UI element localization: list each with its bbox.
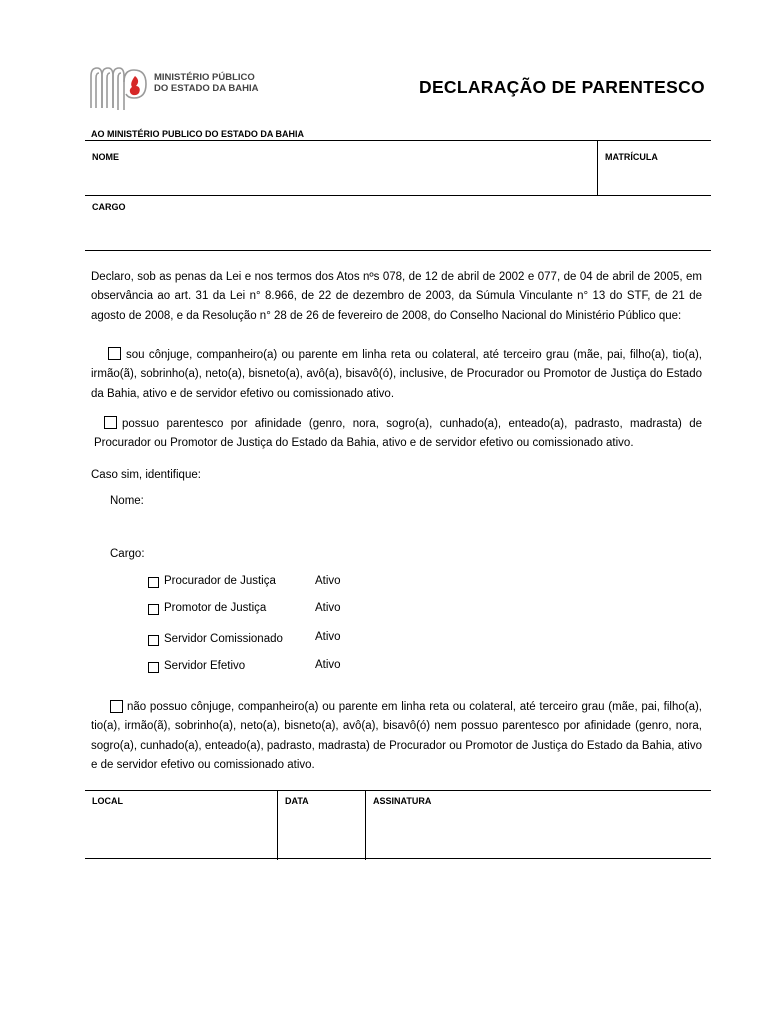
divider [597, 140, 598, 196]
servidor-comissionado-checkbox[interactable] [148, 635, 159, 646]
servidor-efetivo-label: Servidor Efetivo [164, 660, 246, 672]
cargo-label: CARGO [92, 202, 126, 212]
addressee-label: AO MINISTÉRIO PUBLICO DO ESTADO DA BAHIA [91, 129, 305, 139]
procurador-checkbox[interactable] [148, 577, 159, 588]
procurador-status: Ativo [315, 575, 341, 587]
servidor-efetivo-status: Ativo [315, 659, 341, 671]
relative-name-field[interactable] [150, 492, 550, 512]
matricula-label: MATRÍCULA [605, 152, 658, 162]
matricula-field[interactable] [600, 165, 708, 193]
data-field[interactable] [280, 810, 364, 856]
procurador-label: Procurador de Justiça [164, 575, 276, 587]
servidor-efetivo-checkbox[interactable] [148, 662, 159, 673]
local-field[interactable] [87, 810, 275, 856]
caso-sim-label: Caso sim, identifique: [91, 469, 201, 481]
assinatura-field[interactable] [368, 810, 708, 856]
cargo-field-label: Cargo: [110, 548, 145, 560]
option-3-text: não possuo cônjuge, companheiro(a) ou parente em linha reta ou colateral, até terceiro grau (mãe, pai, filho(a), tio(a), irmão(ã), sobrinho(a), neto(a), bisneto(a), avô(a), bisavô(ó) nem possuo parentesco por afinidade (genro, nora, sogro(a), cunhado(a), enteado(a), padrasto, madrasta) de Procurador ou Promotor de Justiça do Estado da Bahia, ativo e de servidor efetivo ou comissionado ativo. [91, 701, 702, 771]
logo-line-1: MINISTÉRIO PÚBLICO [154, 72, 255, 83]
divider [365, 790, 366, 860]
nome-label: NOME [92, 152, 119, 162]
nome-field-label: Nome: [110, 495, 144, 507]
divider [85, 790, 711, 791]
cargo-field[interactable] [87, 216, 707, 246]
mp-logo-icon [88, 64, 152, 112]
option-2-text: possuo parentesco por afinidade (genro, nora, sogro(a), cunhado(a), enteado(a), padrasto, madrasta) de Procurador ou Promotor de Justiça do Estado da Bahia, ativo e de servidor efetivo ou comissionado ativo. [94, 418, 702, 450]
promotor-checkbox[interactable] [148, 604, 159, 615]
promotor-status: Ativo [315, 602, 341, 614]
divider [277, 790, 278, 860]
divider [85, 140, 711, 141]
divider [85, 250, 711, 251]
servidor-comissionado-status: Ativo [315, 631, 341, 643]
logo-line-2: DO ESTADO DA BAHIA [154, 83, 259, 94]
servidor-comissionado-label: Servidor Comissionado [164, 633, 283, 645]
nome-field[interactable] [87, 165, 595, 193]
data-label: DATA [285, 796, 309, 806]
local-label: LOCAL [92, 796, 123, 806]
page-title: DECLARAÇÃO DE PARENTESCO [419, 77, 705, 97]
assinatura-label: ASSINATURA [373, 796, 432, 806]
divider [85, 195, 711, 196]
intro-paragraph: Declaro, sob as penas da Lei e nos termos dos Atos nºs 078, de 12 de abril de 2002 e 077, de 04 de abril de 2005, em observância ao art. 31 da Lei n° 8.966, de 22 de dezembro de 2003, da Súmula Vinculante n° 13 do STF, de 21 de agosto de 2008, e da Resolução n° 28 de 26 de fevereiro de 2008, do Conselho Nacional do Ministério Público que: [91, 271, 702, 322]
divider [85, 858, 711, 859]
option-1-text: sou cônjuge, companheiro(a) ou parente em linha reta ou colateral, até terceiro grau (mãe, pai, filho(a), tio(a), irmão(ã), sobrinho(a), neto(a), bisneto(a), avô(a), bisavô(ó), inclusive, de Procurador ou Promotor de Justiça do Estado da Bahia, ativo e de servidor efetivo ou comissionado ativo. [91, 349, 702, 400]
promotor-label: Promotor de Justiça [164, 602, 267, 614]
